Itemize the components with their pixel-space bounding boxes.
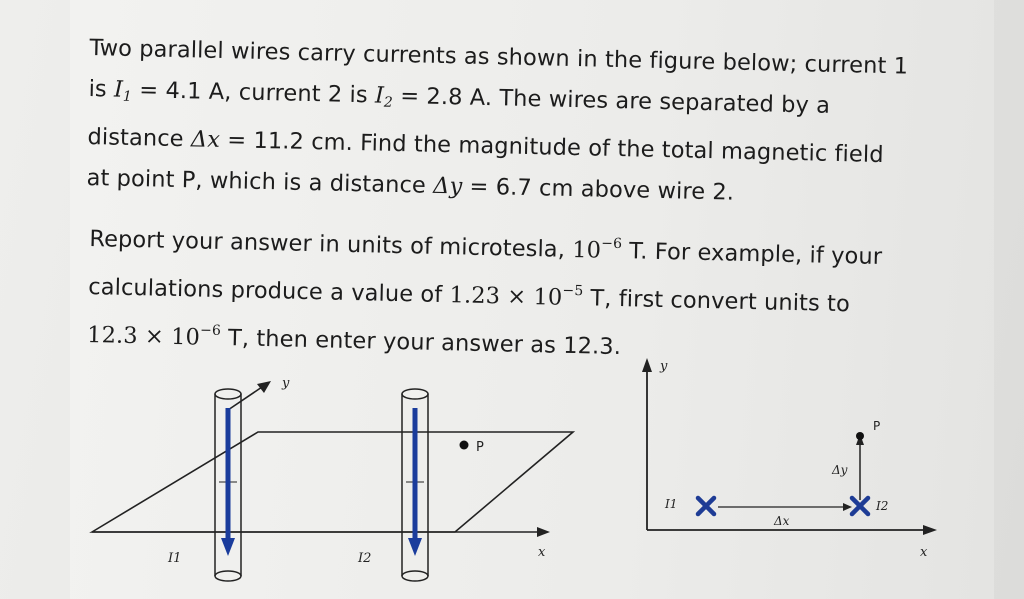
symbol-letter: I [374,82,385,109]
I2-label-2d: I2 [876,499,889,513]
x-axis-label: x [920,545,928,560]
example-value: 1.23 × 10 [449,282,563,311]
converted-value: 12.3 × 10 [86,321,201,351]
x-axis-arrowhead [923,525,937,535]
symbol-subscript: 2 [383,94,394,111]
instructions-text: T. For example, if your [621,238,883,270]
problem-text: distance [87,123,192,153]
problem-text: Two parallel wires carry currents as shown in the figure below; current 1 [89,34,909,80]
point-P-marker [856,432,864,440]
instructions-text: Report your answer in units of microtesla, [89,225,573,263]
exponent: −6 [601,235,623,253]
point-P-label: P [476,440,484,455]
x-axis-label: x [538,545,546,560]
wire-2-cross-icon [852,498,868,514]
I1-label-2d: I1 [665,497,678,511]
problem-text: = 4.1 A, current 2 is [131,76,376,109]
delta-x-symbol: Δx [190,126,221,153]
symbol-letter: I [113,76,124,103]
problem-text: at point P, which is a distance [86,164,434,199]
delta-y-label: Δy [832,463,848,477]
symbol-subscript: 1 [122,88,133,105]
instructions-text: calculations produce a value of [88,273,450,309]
delta-x-label: Δx [774,514,790,528]
exponent: −5 [562,282,584,300]
delta-x-arrowhead [843,503,852,511]
y-axis-label: y [282,376,290,391]
problem-text: = 2.8 A. The wires are separated by a [392,82,831,119]
problem-text: is [88,75,115,103]
I1-label-3d: I1 [168,551,182,566]
y-axis-arrowhead [642,358,652,372]
instructions-text: T, then enter your answer as 12.3. [220,325,622,361]
instructions-text: T, first convert units to [582,285,851,318]
power-of-ten: 10 [571,236,602,264]
problem-text: = 11.2 cm. Find the magnitude of the total magnetic field [219,126,884,169]
exponent: −6 [199,322,222,340]
problem-text: = 6.7 cm above wire 2. [462,173,735,206]
y-axis-label: y [660,359,668,374]
point-P-label: P [873,419,881,433]
I2-label-3d: I2 [358,551,372,566]
wire-1-cross-icon [698,498,714,514]
delta-y-symbol: Δy [432,172,463,200]
